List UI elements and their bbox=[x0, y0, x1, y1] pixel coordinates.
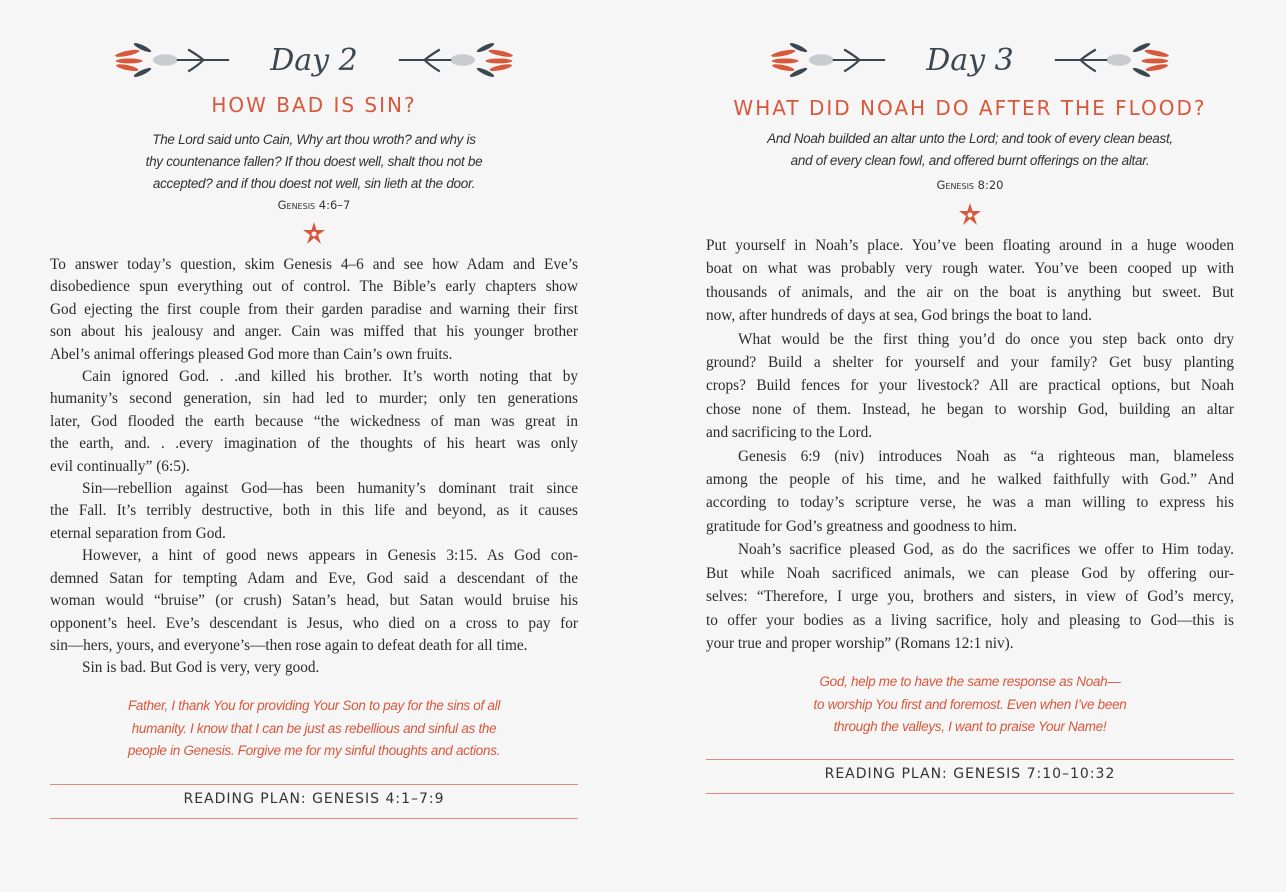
reading-plan: READING PLAN: GENESIS 7:10–10:32 bbox=[824, 766, 1116, 782]
divider bbox=[706, 793, 1234, 794]
reading-plan: READING PLAN: GENESIS 4:1–7:9 bbox=[183, 791, 445, 807]
scripture-verse bbox=[50, 129, 578, 195]
body-line: thousands of animals, and the air on the boat is anything but sweet. But bbox=[706, 283, 1234, 301]
body-line: crops? Build fences for your livestock? All are practical options, but Noah bbox=[706, 377, 1234, 395]
body-line: sin—hers, yours, and everyone’s—then rose again to defeat death for all time. bbox=[50, 636, 528, 654]
body-line: Noah’s sacrifice pleased God, as do the sacrifices we offer to Him today. bbox=[738, 541, 1234, 559]
verse-line: and of every clean fowl, and offered burnt offerings on the altar. bbox=[790, 153, 1150, 168]
body-line: However, a hint of good news appears in Genesis 3:15. As God con- bbox=[82, 547, 578, 565]
body-line: eternal separation from God. bbox=[50, 524, 226, 542]
body-line: gratitude for God’s greatness and goodness to him. bbox=[706, 517, 1017, 535]
body-line: later, God flooded the earth because “the wickedness of man was great in bbox=[50, 412, 578, 430]
leaf-ornament-icon bbox=[107, 40, 237, 80]
body-line: the earth, and. . .every imagination of the thoughts of his heart was only bbox=[50, 435, 578, 453]
body-line: selves: “Therefore, I urge you, brothers and sisters, in view of God’s mercy, bbox=[706, 588, 1234, 606]
verse-reference: Genesis 8:20 bbox=[936, 178, 1004, 192]
body-line: Sin—rebellion against God—has been humanity’s dominant trait since bbox=[82, 480, 578, 498]
verse-line: And Noah builded an altar unto the Lord; and took of every clean beast, bbox=[767, 131, 1173, 146]
body-line: among the people of his time, and he walked faithfully with God.” And bbox=[706, 471, 1234, 489]
divider bbox=[50, 784, 578, 785]
body-line: evil continually” (6:5). bbox=[50, 457, 190, 475]
body-line: woman would “bruise” (or crush) Satan’s head, but Satan would bruise his bbox=[50, 592, 578, 610]
prayer bbox=[706, 671, 1234, 739]
body-line: to offer your bodies as a living sacrifice, holy and pleasing to God—this is bbox=[706, 611, 1234, 629]
body-line: opponent’s heel. Eve’s descendant is Jesus, who died on a cross to pay for bbox=[50, 614, 578, 632]
scripture-verse bbox=[706, 128, 1234, 172]
verse-reference: Genesis 4:6–7 bbox=[277, 198, 351, 212]
body-line: disobedience spun everything out of control. The Bible’s early chapters show bbox=[50, 278, 578, 296]
prayer bbox=[50, 695, 578, 763]
prayer-line: humanity. I know that I can be just as rebellious and sinful as the bbox=[131, 720, 497, 736]
body-line: demned Satan for tempting Adam and Eve, God said a descendant of the bbox=[50, 569, 578, 587]
day-label: Day 2 bbox=[270, 42, 358, 78]
body-line: according to today’s scripture verse, he was a man willing to express his bbox=[706, 494, 1234, 512]
body-line: Abel’s animal offerings pleased God more than Cain’s own fruits. bbox=[50, 345, 453, 363]
prayer-line: through the valleys, I want to praise Your Name! bbox=[833, 719, 1107, 734]
prayer-line: to worship You first and foremost. Even when I’ve been bbox=[813, 696, 1127, 712]
verse-line: thy countenance fallen? If thou doest well, shalt thou not be bbox=[145, 154, 483, 169]
body-text bbox=[50, 254, 578, 680]
day-header bbox=[50, 30, 578, 90]
body-line: Sin is bad. But God is very, very good. bbox=[82, 659, 320, 677]
body-line: Put yourself in Noah’s place. You’ve been floating around in a huge wooden bbox=[706, 237, 1234, 254]
leaf-ornament-icon bbox=[1047, 40, 1177, 80]
prayer-line: Father, I thank You for providing Your Son to pay for the sins of all bbox=[127, 698, 501, 713]
leaf-ornament-icon bbox=[391, 40, 521, 80]
body-line: the Fall. It’s terribly destructive, both in this life and beyond, as it causes bbox=[50, 502, 578, 520]
body-line: boat on what was probably very rough water. You’ve been cooped up with bbox=[706, 260, 1234, 278]
day-header bbox=[706, 30, 1234, 90]
verse-line: accepted? and if thou doest not well, sin lieth at the door. bbox=[152, 176, 476, 191]
body-line: humanity’s second generation, sin had led to murder; only ten generations bbox=[50, 390, 578, 408]
body-line: But while Noah sacrificed animals, we can please God by offering our- bbox=[706, 564, 1234, 582]
prayer-line: God, help me to have the same response as Noah— bbox=[819, 674, 1121, 689]
body-line: now, after hundreds of days at sea, God brings the boat to land. bbox=[706, 307, 1093, 325]
body-line: Genesis 6:9 (niv) introduces Noah as “a righteous man, blameless bbox=[738, 447, 1234, 465]
flower-icon bbox=[958, 202, 982, 226]
leaf-ornament-icon bbox=[763, 40, 893, 80]
page-title: WHAT DID NOAH DO AFTER THE FLOOD? bbox=[733, 96, 1207, 120]
body-line: your true and proper worship” (Romans 12:1 niv). bbox=[706, 634, 1014, 652]
flower-icon bbox=[302, 221, 326, 245]
day-label: Day 3 bbox=[926, 42, 1014, 78]
body-line: What would be the first thing you’d do once you step back onto dry bbox=[738, 330, 1234, 348]
divider bbox=[706, 759, 1234, 760]
prayer-line: people in Genesis. Forgive me for my sinful thoughts and actions. bbox=[127, 743, 501, 758]
page-title: HOW BAD IS SIN? bbox=[211, 93, 417, 117]
body-line: chose none of them. Instead, he began to worship God, building an altar bbox=[706, 400, 1234, 418]
body-text bbox=[706, 234, 1234, 655]
verse-line: The Lord said unto Cain, Why art thou wroth? and why is bbox=[152, 132, 476, 147]
divider bbox=[50, 818, 578, 819]
body-line: Cain ignored God. . .and killed his brother. It’s worth noting that by bbox=[82, 368, 578, 386]
body-line: son about his jealousy and anger. Cain was miffed that his younger brother bbox=[50, 323, 578, 341]
body-line: ground? Build a shelter for yourself and your family? Get busy planting bbox=[706, 354, 1234, 372]
body-line: To answer today’s question, skim Genesis 4–6 and see how Adam and Eve’s bbox=[50, 256, 578, 273]
body-line: and sacrificing to the Lord. bbox=[706, 424, 873, 442]
body-line: God ejecting the first couple from their garden paradise and warning their first bbox=[50, 300, 578, 318]
